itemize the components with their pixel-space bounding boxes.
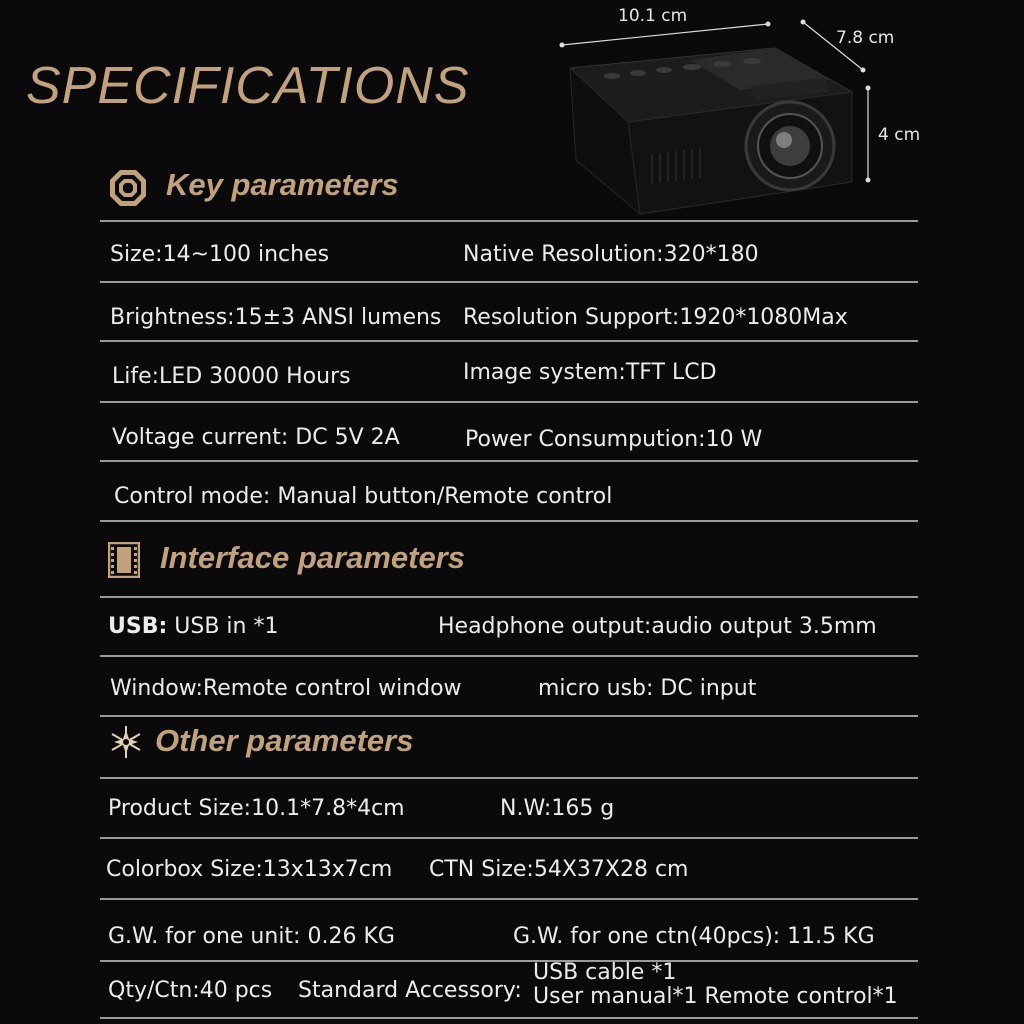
accessory-usb-cable: USB cable *1 [533, 960, 677, 985]
voltage-spec: Voltage current: DC 5V 2A [112, 425, 400, 450]
divider [100, 220, 918, 222]
width-dimension: 10.1 cm [618, 6, 688, 26]
divider [100, 1017, 918, 1019]
divider [100, 401, 918, 403]
brightness-spec: Brightness:15±3 ANSI lumens [110, 305, 442, 330]
projector-image [540, 0, 1024, 230]
life-spec: Life:LED 30000 Hours [112, 364, 351, 389]
accessory-manual-remote: User manual*1 Remote control*1 [533, 984, 898, 1009]
product-size-spec: Product Size:10.1*7.8*4cm [108, 796, 405, 821]
divider [100, 777, 918, 779]
film-strip-icon [108, 542, 140, 578]
octagon-target-icon [108, 168, 148, 208]
headphone-spec: Headphone output:audio output 3.5mm [438, 614, 877, 639]
depth-dimension: 7.8 cm [836, 28, 895, 48]
micro-usb-spec: micro usb: DC input [538, 676, 757, 701]
divider [100, 898, 918, 900]
usb-label: USB: [108, 614, 168, 639]
key-parameters-title: Key parameters [166, 167, 399, 202]
divider [100, 520, 918, 522]
image-system-spec: Image system:TFT LCD [463, 360, 717, 385]
size-spec: Size:14~100 inches [110, 242, 330, 267]
divider [100, 281, 918, 283]
gross-weight-unit-spec: G.W. for one unit: 0.26 KG [108, 924, 395, 949]
divider [100, 596, 918, 598]
height-dimension: 4 cm [878, 125, 921, 145]
net-weight-spec: N.W:165 g [500, 796, 615, 821]
standard-accessory-label: Standard Accessory: [298, 978, 522, 1003]
divider [100, 340, 918, 342]
usb-spec [108, 614, 278, 639]
usb-value: USB in *1 [167, 614, 279, 639]
qty-ctn-spec: Qty/Ctn:40 pcs [108, 978, 273, 1003]
gross-weight-ctn-spec: G.W. for one ctn(40pcs): 11.5 KG [513, 924, 875, 949]
control-mode-spec: Control mode: Manual button/Remote control [114, 484, 613, 509]
divider [100, 460, 918, 462]
other-parameters-title: Other parameters [155, 723, 414, 758]
star-burst-icon [108, 724, 144, 760]
ctn-size-spec: CTN Size:54X37X28 cm [429, 857, 689, 882]
colorbox-size-spec: Colorbox Size:13x13x7cm [106, 857, 393, 882]
interface-parameters-title: Interface parameters [160, 540, 465, 575]
divider [100, 960, 918, 962]
divider [100, 715, 918, 717]
divider [100, 837, 918, 839]
window-spec: Window:Remote control window [110, 676, 462, 701]
power-consumption-spec: Power Consumpution:10 W [465, 427, 763, 452]
resolution-support-spec: Resolution Support:1920*1080Max [463, 305, 848, 330]
page-title: SPECIFICATIONS [26, 57, 470, 115]
divider [100, 655, 918, 657]
native-resolution-spec: Native Resolution:320*180 [463, 242, 759, 267]
